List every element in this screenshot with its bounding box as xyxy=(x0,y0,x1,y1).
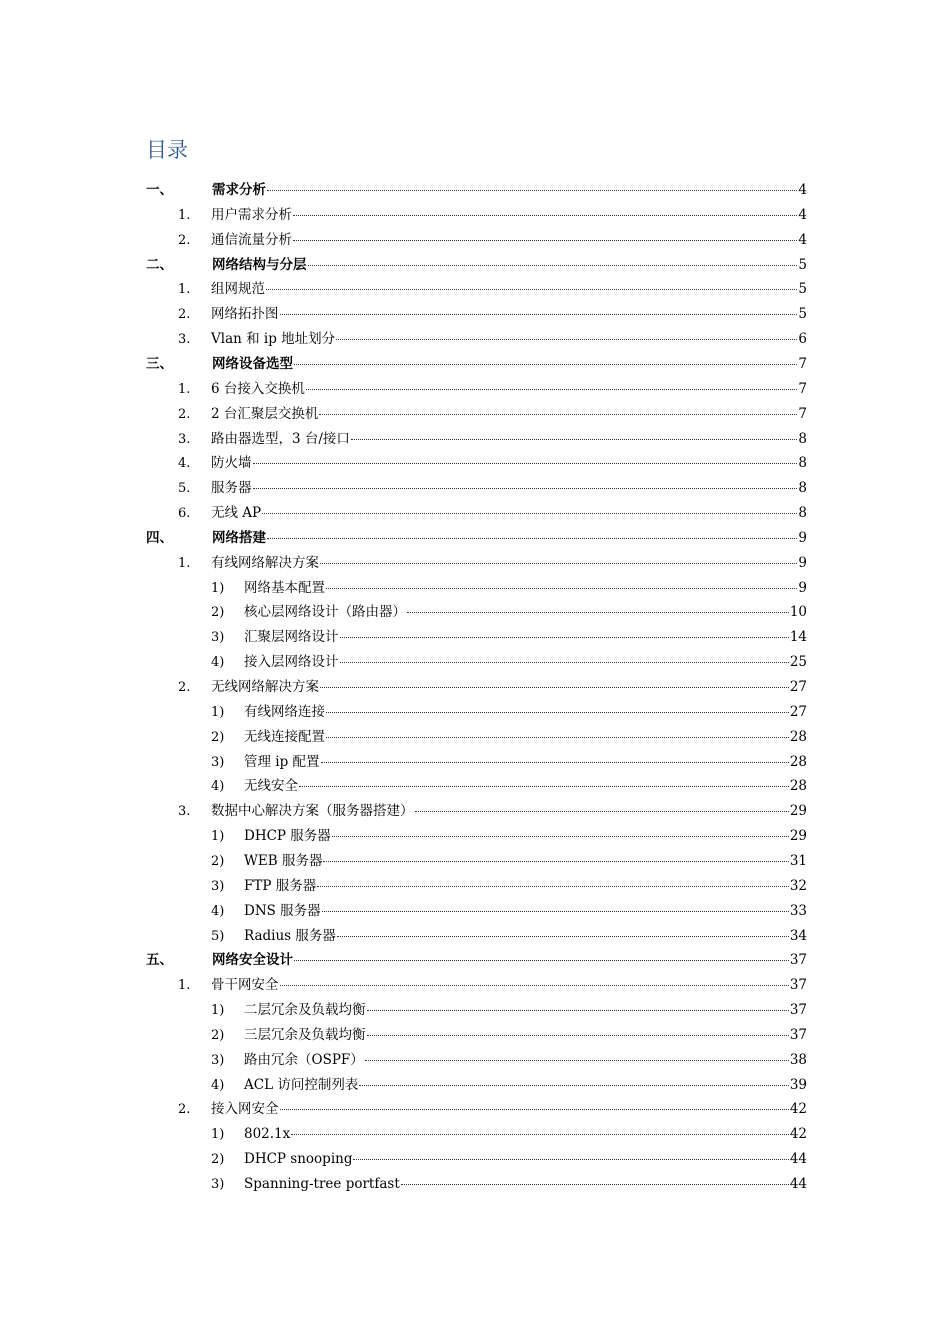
toc-entry-page: 8 xyxy=(798,430,807,447)
toc-entry-number: 2. xyxy=(178,232,191,248)
toc-dot-leader xyxy=(266,289,797,290)
toc-entry-text: WEB 服务器 xyxy=(244,852,323,869)
toc-entry-text: Vlan 和 ip 地址划分 xyxy=(211,331,336,348)
toc-entry-text: DHCP 服务器 xyxy=(244,828,331,845)
toc-entry-page: 33 xyxy=(789,902,807,919)
toc-entry[interactable] xyxy=(178,551,807,576)
toc-entry-text: 需求分析 xyxy=(212,182,266,198)
toc-entry-text: 组网规范 xyxy=(211,281,265,298)
toc-entry-number: 3. xyxy=(178,332,191,348)
toc-entry-number: 2. xyxy=(178,1102,191,1118)
toc-entry-number: 1. xyxy=(178,207,191,223)
toc-entry-number: 1) xyxy=(211,1127,225,1143)
toc-dot-leader xyxy=(320,687,789,688)
toc-entry-text: DNS 服务器 xyxy=(244,902,321,919)
toc-entry-number: 2. xyxy=(178,307,191,323)
toc-entry-text: 骨干网安全 xyxy=(211,977,279,994)
toc-entry[interactable] xyxy=(178,675,807,700)
toc-entry-page: 14 xyxy=(789,629,807,646)
toc-entry-page: 28 xyxy=(789,778,807,795)
toc-dot-leader xyxy=(319,414,797,415)
toc-dot-leader xyxy=(294,364,797,365)
toc-entry[interactable] xyxy=(178,501,807,526)
toc-entry[interactable] xyxy=(178,476,807,501)
toc-entry[interactable] xyxy=(178,327,807,352)
toc-entry-text: FTP 服务器 xyxy=(244,877,317,894)
toc-entry-number: 3) xyxy=(211,1052,225,1068)
toc-entry-number: 2) xyxy=(211,1152,225,1168)
toc-entry-number: 2) xyxy=(211,729,225,745)
toc-entry[interactable] xyxy=(211,700,807,725)
toc-entry-page: 25 xyxy=(789,654,807,671)
toc-entry-text: DHCP snooping xyxy=(244,1151,353,1168)
toc-entry-number: 2. xyxy=(178,406,191,422)
toc-entry-text: 数据中心解决方案（服务器搭建） xyxy=(211,803,414,820)
toc-entry-number: 3. xyxy=(178,431,191,447)
toc-dot-leader xyxy=(293,215,797,216)
toc-entry-page: 7 xyxy=(798,405,807,422)
toc-dot-leader xyxy=(326,588,797,589)
toc-entry-number: 3) xyxy=(211,878,225,894)
toc-dot-leader xyxy=(320,563,797,564)
toc-entry-text: 网络基本配置 xyxy=(244,579,325,596)
toc-dot-leader xyxy=(262,513,797,514)
toc-entry-number: 4. xyxy=(178,456,191,472)
toc-entry[interactable] xyxy=(178,799,807,824)
toc-dot-leader xyxy=(359,1085,788,1086)
toc-entry-page: 37 xyxy=(789,1002,807,1019)
toc-entry-number: 四、 xyxy=(146,529,173,546)
toc-entry-page: 7 xyxy=(798,380,807,397)
toc-entry-number: 1) xyxy=(211,704,225,720)
toc-entry-number: 2. xyxy=(178,680,191,695)
toc-entry-page: 28 xyxy=(789,753,807,770)
toc-entry-page: 27 xyxy=(789,703,807,720)
toc-entry-text: 核心层网络设计（路由器） xyxy=(244,604,406,621)
toc-entry-text: 汇聚层网络设计 xyxy=(244,629,339,646)
toc-entry-page: 9 xyxy=(798,529,807,546)
toc-entry[interactable] xyxy=(178,427,807,452)
toc-entry[interactable] xyxy=(178,402,807,427)
toc-entry-number: 1. xyxy=(178,555,191,571)
toc-entry-number: 五、 xyxy=(146,952,173,969)
toc-entry[interactable] xyxy=(211,1023,807,1048)
toc-entry-page: 38 xyxy=(789,1051,807,1068)
toc-dot-leader xyxy=(365,1060,789,1061)
toc-entry[interactable] xyxy=(146,178,807,203)
toc-dot-leader xyxy=(293,240,797,241)
toc-entry-number: 3. xyxy=(178,804,191,820)
toc-entry[interactable] xyxy=(211,650,807,675)
toc-entry-page: 31 xyxy=(789,852,807,869)
toc-entry-page: 9 xyxy=(798,554,807,571)
toc-entry-page: 27 xyxy=(789,679,807,695)
toc-entry-text: 服务器 xyxy=(211,480,252,497)
toc-dot-leader xyxy=(253,488,798,489)
toc-entry-number: 3) xyxy=(211,754,225,770)
toc-entry-number: 6. xyxy=(178,506,191,522)
toc-entry-text: 三层冗余及负载均衡 xyxy=(244,1026,366,1043)
toc-dot-leader xyxy=(353,1159,788,1160)
toc-entry-page: 8 xyxy=(798,480,807,497)
toc-dot-leader xyxy=(407,612,789,613)
toc-entry-text: 网络安全设计 xyxy=(212,952,293,969)
toc-entry-text: 2 台汇聚层交换机 xyxy=(211,405,319,422)
toc-entry-text: 接入层网络设计 xyxy=(244,654,339,671)
toc-entry-text: 用户需求分析 xyxy=(211,206,292,223)
toc-entry-number: 1. xyxy=(178,978,191,994)
toc-entry-page: 44 xyxy=(789,1176,807,1192)
toc-entry-text: 无线安全 xyxy=(244,778,298,795)
toc-entry-page: 4 xyxy=(798,182,807,198)
toc-entry-number: 1) xyxy=(211,580,225,596)
toc-entry[interactable] xyxy=(211,899,807,924)
toc-entry-number: 3) xyxy=(211,1177,225,1192)
toc-entry-page: 42 xyxy=(789,1101,807,1118)
toc-entry-number: 2) xyxy=(211,1027,225,1043)
toc-entry-text: 二层冗余及负载均衡 xyxy=(244,1002,366,1019)
toc-entry[interactable] xyxy=(211,1122,807,1147)
toc-entry[interactable] xyxy=(178,451,807,476)
toc-entry-number: 5. xyxy=(178,481,191,497)
toc-dot-leader xyxy=(336,339,797,340)
toc-dot-leader xyxy=(321,762,789,763)
toc-entry[interactable] xyxy=(211,1147,807,1172)
toc-entry-text: 802.1x xyxy=(244,1126,291,1143)
toc-entry-page: 5 xyxy=(798,306,807,323)
toc-entry-page: 32 xyxy=(789,877,807,894)
toc-entry-number: 5) xyxy=(211,928,225,944)
toc-entry[interactable] xyxy=(211,1048,807,1073)
toc-entry[interactable] xyxy=(211,1073,807,1098)
toc-entry-page: 29 xyxy=(789,803,807,820)
toc-title: 目录 xyxy=(146,138,188,162)
toc-dot-leader xyxy=(280,314,798,315)
toc-entry-page: 34 xyxy=(789,927,807,944)
toc-dot-leader xyxy=(317,886,789,887)
toc-dot-leader xyxy=(337,936,789,937)
toc-entry-text: 网络搭建 xyxy=(212,529,266,546)
toc-entry[interactable] xyxy=(211,774,807,799)
toc-entry-page: 44 xyxy=(789,1151,807,1168)
toc-entry[interactable] xyxy=(146,948,807,973)
toc-entry-number: 4) xyxy=(211,779,225,795)
toc-dot-leader xyxy=(306,389,798,390)
toc-entry-number: 1. xyxy=(178,282,191,298)
toc-entry-page: 8 xyxy=(798,455,807,472)
toc-dot-leader xyxy=(267,190,797,191)
toc-entry-text: 有线网络解决方案 xyxy=(211,554,319,571)
toc-entry[interactable] xyxy=(211,849,807,874)
toc-entry-number: 2) xyxy=(211,605,225,621)
toc-entry-number: 二、 xyxy=(146,256,173,273)
toc-entry-page: 29 xyxy=(789,828,807,845)
toc-entry-page: 39 xyxy=(789,1076,807,1093)
toc-entry-text: 网络设备选型 xyxy=(212,355,293,372)
toc-entry[interactable] xyxy=(178,302,807,327)
toc-dot-leader xyxy=(367,1035,789,1036)
toc-entry-number: 4) xyxy=(211,903,225,919)
toc-entry-text: 无线 AP xyxy=(211,505,262,522)
toc-entry[interactable] xyxy=(146,352,807,377)
toc-entry-text: 通信流量分析 xyxy=(211,231,292,248)
toc-entry-page: 4 xyxy=(798,231,807,248)
toc-dot-leader xyxy=(332,836,789,837)
toc-entry[interactable] xyxy=(146,526,807,551)
toc-entry-text: 网络结构与分层 xyxy=(212,256,307,273)
toc-entry[interactable] xyxy=(178,377,807,402)
toc-entry[interactable] xyxy=(178,973,807,998)
toc-entry[interactable] xyxy=(211,750,807,775)
toc-dot-leader xyxy=(280,985,789,986)
toc-entry[interactable] xyxy=(211,600,807,625)
toc-entry-text: 无线连接配置 xyxy=(244,728,325,745)
toc-dot-leader xyxy=(340,637,789,638)
toc-entry-text: 有线网络连接 xyxy=(244,703,325,720)
toc-entry-number: 一、 xyxy=(146,182,173,198)
toc-entry-page: 37 xyxy=(789,1026,807,1043)
toc-dot-leader xyxy=(326,712,789,713)
toc-entry-text: 6 台接入交换机 xyxy=(211,380,305,397)
toc-entry[interactable] xyxy=(211,576,807,601)
toc-dot-leader xyxy=(326,737,789,738)
toc-entry-text: 接入网安全 xyxy=(211,1101,279,1118)
toc-dot-leader xyxy=(323,861,788,862)
toc-entry[interactable] xyxy=(211,874,807,899)
toc-entry-page: 6 xyxy=(798,331,807,348)
toc-entry-text: 网络拓扑图 xyxy=(211,306,279,323)
toc-entry[interactable] xyxy=(211,1172,807,1197)
toc-dot-leader xyxy=(253,463,798,464)
toc-entry-page: 9 xyxy=(798,579,807,596)
toc-dot-leader xyxy=(367,1010,789,1011)
toc-dot-leader xyxy=(280,1109,789,1110)
toc-entry-number: 三、 xyxy=(146,355,173,372)
toc-entry-number: 1. xyxy=(178,381,191,397)
toc-entry-page: 37 xyxy=(789,977,807,994)
toc-entry-number: 1) xyxy=(211,1003,225,1019)
toc-dot-leader xyxy=(294,960,789,961)
toc-entry[interactable] xyxy=(178,277,807,302)
toc-entry[interactable] xyxy=(211,625,807,650)
toc-entry[interactable] xyxy=(178,1097,807,1122)
toc-entry-text: ACL 访问控制列表 xyxy=(244,1076,359,1093)
toc-entry-number: 4) xyxy=(211,655,225,671)
toc-entry-text: 无线网络解决方案 xyxy=(211,679,319,695)
toc-entry-text: Spanning-tree portfast xyxy=(244,1176,400,1192)
toc-entry-page: 37 xyxy=(789,952,807,969)
toc-entry-text: 路由冗余（OSPF） xyxy=(244,1051,364,1068)
toc-entry-text: 防火墙 xyxy=(211,455,252,472)
toc-entry[interactable] xyxy=(178,203,807,228)
toc-dot-leader xyxy=(308,265,798,266)
toc-dot-leader xyxy=(291,1134,789,1135)
toc-dot-leader xyxy=(267,538,797,539)
toc-entry[interactable] xyxy=(211,824,807,849)
toc-entry-page: 28 xyxy=(789,728,807,745)
toc-dot-leader xyxy=(401,1184,789,1185)
toc-entry-text: Radius 服务器 xyxy=(244,927,336,944)
toc-entry-page: 7 xyxy=(798,355,807,372)
toc-entry-page: 42 xyxy=(789,1126,807,1143)
toc-entry-page: 5 xyxy=(798,256,807,273)
toc-entry-number: 2) xyxy=(211,853,225,869)
toc-entry-text: 路由器选型，3 台/接口 xyxy=(211,430,350,447)
toc-entry[interactable] xyxy=(178,228,807,253)
toc-entry-page: 10 xyxy=(789,604,807,621)
toc-entry-page: 8 xyxy=(798,505,807,522)
toc-dot-leader xyxy=(299,786,789,787)
toc-dot-leader xyxy=(415,811,789,812)
toc-entry[interactable] xyxy=(211,924,807,949)
toc-entry[interactable] xyxy=(146,253,807,278)
toc-entry-text: 管理 ip 配置 xyxy=(244,753,320,770)
toc-entry[interactable] xyxy=(211,725,807,750)
toc-entry-page: 5 xyxy=(798,281,807,298)
toc-dot-leader xyxy=(351,439,797,440)
toc-entry-number: 1) xyxy=(211,829,225,845)
toc-entry-number: 4) xyxy=(211,1077,225,1093)
toc-entry-number: 3) xyxy=(211,630,225,646)
toc-dot-leader xyxy=(340,662,789,663)
toc-entry-page: 4 xyxy=(798,206,807,223)
toc-entry[interactable] xyxy=(211,998,807,1023)
toc-dot-leader xyxy=(322,911,789,912)
